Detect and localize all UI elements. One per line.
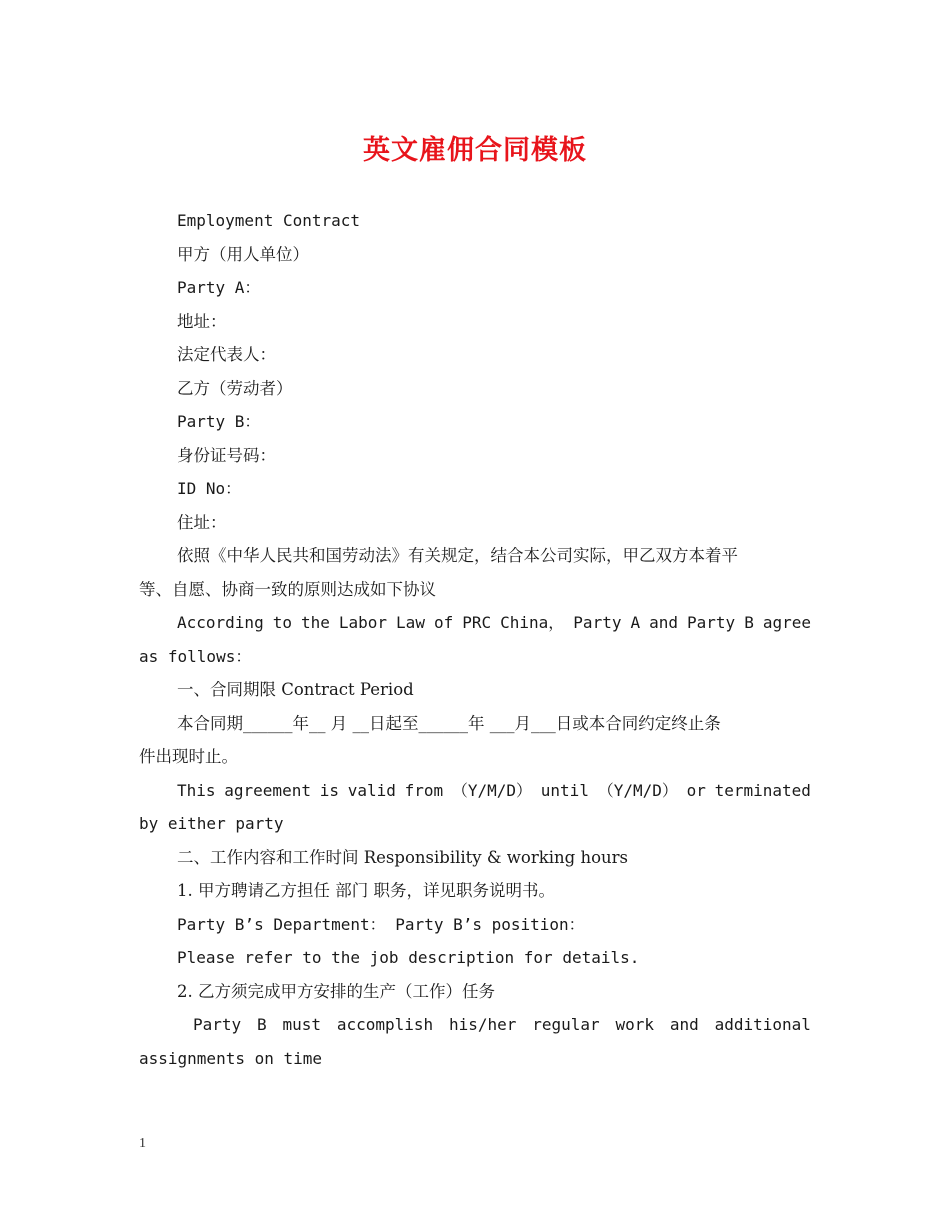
page-number: 1 [139,1136,146,1151]
word: Law [396,613,425,632]
word: agreement [224,780,311,800]
word: to [272,613,292,632]
justified-line [139,1008,811,1042]
paragraph-line: ID No： [177,479,242,498]
word: of [433,613,454,632]
paragraph-line: 等、自愿、协商一致的原则达成如下协议 [139,579,436,599]
word: According [177,613,264,632]
paragraph-line: as follows： [139,646,252,666]
paragraph-line: 住址： [177,512,227,532]
paragraph-line: assignments on time [139,1048,323,1068]
word: must [282,1015,321,1034]
section-heading: 二、工作内容和工作时间 Responsibility & working hours [177,847,628,867]
paragraph-line: 法定代表人： [177,345,276,364]
paragraph-line: 1. 甲方聘请乙方担任 部门 职务，详见职务说明书。 [177,881,555,900]
word: and [669,1015,699,1034]
word: （Y/M/D） [597,780,678,800]
word: agree [762,613,811,632]
paragraph-line: 身份证号码： [177,445,276,465]
word: regular [532,1015,600,1034]
paragraph-line: 地址： [177,311,227,331]
word: terminated [714,780,811,800]
word: is [319,780,339,800]
word: work [615,1015,655,1034]
paragraph-line: 甲方（用人单位） [177,244,309,264]
word: China， [500,613,565,632]
paragraph-line: Party B’s Department： Party B’s position： [177,914,585,934]
justified-line [139,606,811,640]
word: additional [714,1015,811,1034]
word: A [630,613,641,632]
word: B [744,613,754,632]
paragraph-line: Party B： [177,412,261,431]
word: Party [573,613,622,632]
word: his/her [448,1015,517,1034]
word: or [686,780,706,800]
word: （Y/M/D） [451,780,533,800]
paragraph-line: 2. 乙方须完成甲方安排的生产（工作）任务 [177,981,495,1001]
paragraph-line: by either party [139,814,284,833]
word: Party [687,613,736,632]
paragraph-line: Please refer to the job description for details. [177,948,640,967]
paragraph-line: 件出现时止。 [139,747,238,766]
word: and [649,613,679,632]
word: until [540,780,589,800]
paragraph-line: Party A： [177,278,261,297]
word: Party [193,1015,242,1034]
word: Labor [338,613,388,632]
paragraph-line: 本合同期______年__ 月 __日起至______年 ___月___日或本合同约定终止条 [177,713,721,733]
word: valid [347,780,396,800]
word: accomplish [336,1015,434,1034]
justified-line [139,774,811,808]
paragraph-line: Employment Contract [177,211,361,230]
document-title: 英文雇佣合同模板 [363,135,587,166]
paragraph-line: 乙方（劳动者） [177,378,293,398]
paragraph-line: 依照《中华人民共和国劳动法》有关规定，结合本公司实际，甲乙双方本着平 [177,546,738,565]
word: B [257,1015,267,1034]
word: the [300,613,330,632]
word: from [404,780,444,800]
document-body [139,204,811,1075]
word: PRC [462,613,492,632]
section-heading: 一、合同期限 Contract Period [177,680,414,699]
word: This [177,780,216,800]
